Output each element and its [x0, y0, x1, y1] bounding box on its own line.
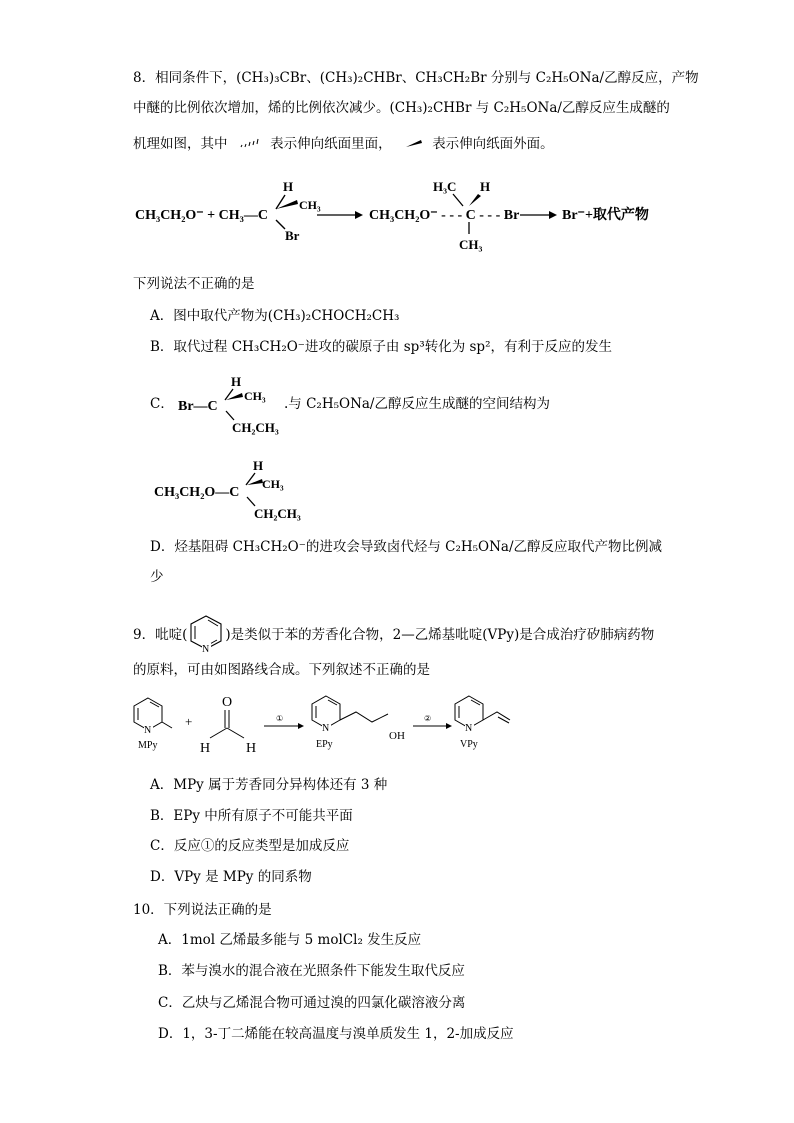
mech-ts-h: H: [480, 179, 491, 194]
formaldehyde-h2: H: [246, 741, 257, 756]
q8-line-3-part-c: 表示伸向纸面外面。: [432, 136, 554, 152]
scheme-step-1: ①: [276, 714, 284, 723]
q8-stem: 下列说法不正确的是: [133, 276, 255, 292]
mech-ts-wedge: [469, 194, 481, 206]
c2-h: H: [253, 458, 264, 473]
mech-arrow-2-head: [549, 211, 557, 219]
epy-label: EPy: [316, 739, 333, 750]
mech-ts-ch3: CH₃: [459, 237, 483, 252]
q8-option-d-line-1: D．烃基阻碍 CH₃CH₂O⁻的进攻会导致卤代烃与 C₂H₅ONa/乙醇反应取代产物比例减: [150, 539, 663, 555]
mech-ts-bond-top: [453, 194, 463, 206]
q9-line-1: [133, 613, 654, 653]
q8-line-3-part-a: 机理如图，其中: [133, 136, 228, 152]
vpy-n: N: [465, 723, 473, 734]
q8-option-c-label: C．: [150, 396, 174, 412]
q10-stem: 10．下列说法正确的是: [133, 902, 272, 918]
mpy-label: MPy: [138, 740, 158, 751]
epy-structure: [312, 696, 405, 750]
solid-wedge-icon: [404, 137, 424, 149]
q8-option-a: A．图中取代产物为(CH₃)₂CHOCH₂CH₃: [150, 308, 400, 324]
c2-ch3: CH₃: [262, 477, 284, 491]
mech-product: Br⁻+取代产物: [562, 208, 649, 223]
scheme-step-2: ②: [424, 714, 432, 723]
pyridine-ring-icon: [187, 613, 225, 653]
c2-bond-et: [247, 497, 255, 506]
scheme-plus: +: [185, 714, 193, 729]
q10-option-c: C．乙炔与乙烯混合物可通过溴的四氯化碳溶液分离: [158, 995, 466, 1011]
mech-arrow-1-head: [355, 211, 363, 219]
q9-line-1-part-b: )是类似于苯的芳香化合物，2—乙烯基吡啶(VPy)是合成治疗矽肺病药物: [225, 627, 655, 643]
q8-line-3: [133, 134, 554, 154]
q8-option-c-structure-1: [176, 372, 286, 436]
mech-bond-c-br: [276, 220, 285, 229]
q8-line-1: 8．相同条件下，(CH₃)₃CBr、(CH₃)₂CHBr、CH₃CH₂Br 分别与 C₂H₅ONa/乙醇反应，产物: [133, 70, 699, 86]
c1-bond-et: [226, 411, 234, 420]
mech-ch3: CH₃: [299, 198, 321, 212]
pyridine-n: N: [202, 644, 210, 653]
scheme-arrow-2-head: [446, 723, 452, 729]
q9-option-b: B．EPy 中所有原子不可能共平面: [150, 808, 353, 824]
q10-option-a: A．1mol 乙烯最多能与 5 molCl₂ 发生反应: [158, 932, 422, 948]
mpy-structure: [134, 698, 172, 751]
q8-line-2: 中醚的比例依次增加，烯的比例依次减少。(CH₃)₂CHBr 与 C₂H₅ONa/乙醇反应生成醚的: [133, 100, 670, 116]
q8-mechanism-diagram: [133, 176, 673, 256]
c1-h: H: [231, 374, 242, 389]
formaldehyde-structure: [200, 695, 256, 756]
vpy-structure: [455, 696, 510, 750]
c1-br-c: Br—C: [178, 399, 218, 414]
c1-et: CH₂CH₃: [232, 420, 279, 435]
mech-reactant-1: CH₃CH₂O⁻ + CH₃—C: [135, 208, 268, 223]
q8-option-d-line-2: 少: [150, 569, 164, 585]
formaldehyde-h1: H: [200, 741, 211, 756]
mech-transition-state: CH₃CH₂O⁻ - - - C - - - Br: [369, 208, 520, 223]
vpy-label: VPy: [460, 739, 478, 750]
scheme-arrow-1-head: [298, 723, 304, 729]
q9-option-c: C．反应①的反应类型是加成反应: [150, 838, 350, 854]
c2-left: CH₃CH₂O—C: [154, 485, 240, 500]
q8-option-c-text: .与 C₂H₅ONa/乙醇反应生成醚的空间结构为: [284, 396, 550, 412]
q9-line-2: 的原料，可由如图路线合成。下列叙述不正确的是: [133, 662, 430, 678]
mpy-n: N: [144, 725, 152, 736]
epy-oh: OH: [389, 730, 405, 742]
q10-option-d: D．1，3-丁二烯能在较高温度与溴单质发生 1，2-加成反应: [158, 1026, 514, 1042]
q10-option-b: B．苯与溴水的混合液在光照条件下能发生取代反应: [158, 963, 465, 979]
mech-br: Br: [285, 228, 300, 243]
q9-option-d: D．VPy 是 MPy 的同系物: [150, 869, 312, 885]
c2-et: CH₂CH₃: [254, 506, 301, 521]
q8-line-3-part-b: 表示伸向纸面里面，: [270, 136, 392, 152]
q8-option-b: B．取代过程 CH₃CH₂O⁻进攻的碳原子由 sp³转化为 sp²，有利于反应的发生: [150, 339, 612, 355]
mech-h: H: [283, 179, 294, 194]
q9-line-1-part-a: 9．吡啶(: [133, 627, 188, 643]
hashed-wedge-icon: [238, 137, 260, 149]
formaldehyde-o: O: [222, 695, 233, 710]
mech-ts-h3c: H₃C: [433, 179, 457, 194]
q9-option-a: A．MPy 属于芳香同分异构体还有 3 种: [150, 777, 388, 793]
q8-option-c-structure-2: [152, 456, 312, 522]
c1-ch3: CH₃: [244, 389, 266, 403]
q9-reaction-scheme: [130, 690, 550, 760]
epy-n: N: [322, 723, 330, 734]
